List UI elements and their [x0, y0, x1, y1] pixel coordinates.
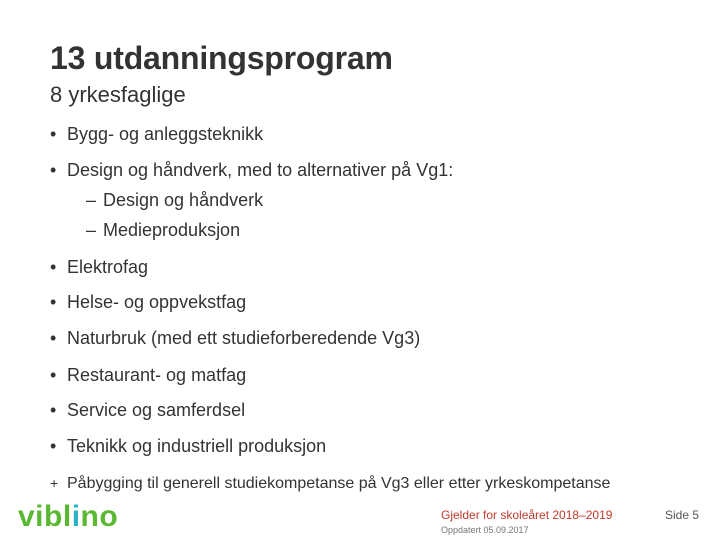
bullet-icon: • — [50, 400, 57, 420]
bullet-icon: • — [50, 328, 57, 348]
list-item-label: Helse- og oppvekstfag — [67, 292, 247, 312]
dash-icon: – — [86, 220, 97, 240]
list-item-label: Bygg- og anleggsteknikk — [67, 124, 264, 144]
bullet-icon: • — [50, 436, 57, 456]
bullet-icon: • — [50, 292, 57, 312]
list-item-label: Design og håndverk, med to alternativer på Vg1: — [67, 160, 454, 180]
bullet-icon: • — [50, 257, 57, 277]
plus-icon: + — [50, 475, 59, 491]
list-item-label: Service og samferdsel — [67, 400, 246, 420]
bullet-icon: • — [50, 160, 57, 180]
sub-list-item — [86, 190, 263, 211]
list-item — [50, 292, 246, 313]
bullet-icon: • — [50, 365, 57, 385]
dash-icon: – — [86, 190, 97, 210]
list-item-label: Teknikk og industriell produksjon — [67, 436, 327, 456]
updated-date-text: Oppdatert 05.09.2017 — [441, 525, 529, 535]
list-item — [50, 124, 263, 145]
list-item-label: Naturbruk (med ett studieforberedende Vg3) — [67, 328, 421, 348]
sub-list-item-label: Medieproduksjon — [103, 220, 241, 240]
list-item — [50, 365, 246, 386]
list-item — [50, 257, 148, 278]
slide-subtitle: 8 yrkesfaglige — [50, 82, 186, 107]
footnote-label: Påbygging til generell studiekompetanse på Vg3 eller etter yrkeskompetanse — [67, 475, 611, 492]
page-number: Side 5 — [665, 508, 700, 522]
list-item — [50, 436, 326, 457]
valid-period-text: Gjelder for skoleåret 2018–2019 — [441, 508, 613, 522]
list-item-label: Restaurant- og matfag — [67, 365, 247, 385]
sub-list-item-label: Design og håndverk — [103, 190, 264, 210]
list-item — [50, 160, 453, 181]
list-item — [50, 328, 420, 349]
sub-list-item — [86, 220, 240, 241]
bullet-icon: • — [50, 124, 57, 144]
list-item-label: Elektrofag — [67, 257, 149, 277]
slide-title: 13 utdanningsprogram — [50, 40, 393, 76]
list-item — [50, 400, 245, 421]
vilbino-logo: viblino — [18, 500, 119, 533]
footnote — [50, 475, 610, 493]
